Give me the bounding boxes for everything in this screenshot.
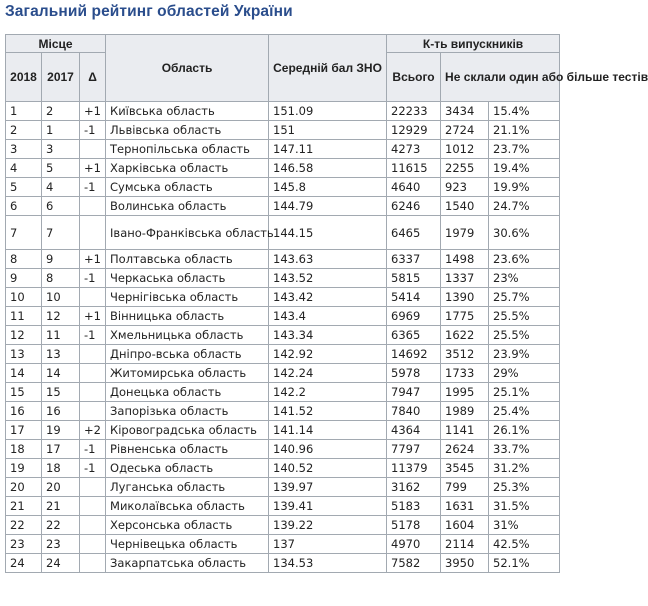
cell-region: Сумська область xyxy=(106,178,269,197)
cell-average-score: 140.96 xyxy=(269,440,387,459)
cell-total-graduates: 22233 xyxy=(387,102,441,121)
table-row xyxy=(6,554,560,573)
cell-total-graduates: 11615 xyxy=(387,159,441,178)
cell-failed-count: 1775 xyxy=(441,307,489,326)
cell-failed-count: 1337 xyxy=(441,269,489,288)
cell-rank-2018: 15 xyxy=(6,383,42,402)
table-row xyxy=(6,497,560,516)
cell-failed-count: 1498 xyxy=(441,250,489,269)
cell-rank-2017: 22 xyxy=(42,516,80,535)
cell-failed-percent: 25.5% xyxy=(489,326,560,345)
table-row xyxy=(6,102,560,121)
cell-failed-count: 2114 xyxy=(441,535,489,554)
cell-delta xyxy=(80,288,106,307)
cell-delta: +1 xyxy=(80,159,106,178)
cell-failed-percent: 31.2% xyxy=(489,459,560,478)
cell-rank-2017: 7 xyxy=(42,216,80,250)
cell-delta: +1 xyxy=(80,250,106,269)
header-place: Місце xyxy=(6,35,106,53)
cell-failed-count: 1604 xyxy=(441,516,489,535)
cell-total-graduates: 12929 xyxy=(387,121,441,140)
cell-rank-2017: 3 xyxy=(42,140,80,159)
table-row xyxy=(6,159,560,178)
cell-average-score: 141.52 xyxy=(269,402,387,421)
cell-region: Волинська область xyxy=(106,197,269,216)
cell-delta xyxy=(80,554,106,573)
cell-delta xyxy=(80,478,106,497)
cell-rank-2017: 12 xyxy=(42,307,80,326)
cell-rank-2018: 9 xyxy=(6,269,42,288)
cell-average-score: 144.15 xyxy=(269,216,387,250)
table-header xyxy=(6,35,648,102)
cell-average-score: 139.97 xyxy=(269,478,387,497)
cell-delta xyxy=(80,516,106,535)
cell-rank-2017: 17 xyxy=(42,440,80,459)
cell-failed-count: 3434 xyxy=(441,102,489,121)
table-row xyxy=(6,402,560,421)
cell-rank-2018: 23 xyxy=(6,535,42,554)
cell-delta: +1 xyxy=(80,102,106,121)
cell-average-score: 146.58 xyxy=(269,159,387,178)
cell-rank-2018: 13 xyxy=(6,345,42,364)
header-average-score: Середній бал ЗНО xyxy=(269,35,387,102)
cell-failed-percent: 52.1% xyxy=(489,554,560,573)
cell-average-score: 143.52 xyxy=(269,269,387,288)
cell-rank-2017: 1 xyxy=(42,121,80,140)
header-delta: Δ xyxy=(80,53,106,102)
cell-rank-2017: 4 xyxy=(42,178,80,197)
cell-failed-percent: 21.1% xyxy=(489,121,560,140)
cell-region: Миколаївська область xyxy=(106,497,269,516)
cell-delta: -1 xyxy=(80,326,106,345)
cell-average-score: 144.79 xyxy=(269,197,387,216)
cell-failed-percent: 31% xyxy=(489,516,560,535)
cell-delta xyxy=(80,364,106,383)
cell-delta: -1 xyxy=(80,269,106,288)
cell-failed-percent: 29% xyxy=(489,364,560,383)
table-row xyxy=(6,307,560,326)
cell-rank-2018: 17 xyxy=(6,421,42,440)
cell-failed-count: 3950 xyxy=(441,554,489,573)
cell-failed-percent: 25.4% xyxy=(489,402,560,421)
cell-delta xyxy=(80,197,106,216)
cell-rank-2017: 9 xyxy=(42,250,80,269)
cell-failed-count: 1390 xyxy=(441,288,489,307)
table-row xyxy=(6,364,560,383)
cell-failed-percent: 23.6% xyxy=(489,250,560,269)
cell-region: Луганська область xyxy=(106,478,269,497)
cell-failed-count: 1733 xyxy=(441,364,489,383)
header-year-2018: 2018 xyxy=(6,53,42,102)
cell-failed-count: 1989 xyxy=(441,402,489,421)
table-row xyxy=(6,197,560,216)
cell-rank-2018: 6 xyxy=(6,197,42,216)
cell-rank-2018: 4 xyxy=(6,159,42,178)
cell-total-graduates: 7840 xyxy=(387,402,441,421)
cell-average-score: 143.63 xyxy=(269,250,387,269)
cell-rank-2018: 19 xyxy=(6,459,42,478)
cell-rank-2017: 19 xyxy=(42,421,80,440)
cell-total-graduates: 7947 xyxy=(387,383,441,402)
cell-average-score: 134.53 xyxy=(269,554,387,573)
cell-region: Дніпро-вська область xyxy=(106,345,269,364)
cell-average-score: 141.14 xyxy=(269,421,387,440)
header-year-2017: 2017 xyxy=(42,53,80,102)
header-graduates: К-ть випускників xyxy=(387,35,560,53)
cell-rank-2018: 14 xyxy=(6,364,42,383)
cell-average-score: 143.42 xyxy=(269,288,387,307)
cell-total-graduates: 5815 xyxy=(387,269,441,288)
table-row xyxy=(6,345,560,364)
rating-table xyxy=(5,34,648,573)
table-row xyxy=(6,178,560,197)
cell-average-score: 139.41 xyxy=(269,497,387,516)
cell-region: Кіровоградська область xyxy=(106,421,269,440)
cell-average-score: 142.2 xyxy=(269,383,387,402)
cell-rank-2018: 18 xyxy=(6,440,42,459)
cell-average-score: 140.52 xyxy=(269,459,387,478)
cell-delta: +1 xyxy=(80,307,106,326)
cell-failed-percent: 19.4% xyxy=(489,159,560,178)
cell-total-graduates: 6337 xyxy=(387,250,441,269)
cell-rank-2018: 5 xyxy=(6,178,42,197)
cell-delta xyxy=(80,345,106,364)
table-row xyxy=(6,140,560,159)
cell-failed-count: 3512 xyxy=(441,345,489,364)
cell-average-score: 151 xyxy=(269,121,387,140)
table-row xyxy=(6,478,560,497)
cell-total-graduates: 4273 xyxy=(387,140,441,159)
table-body xyxy=(6,102,560,573)
cell-failed-count: 923 xyxy=(441,178,489,197)
header-region: Область xyxy=(106,35,269,102)
cell-delta: -1 xyxy=(80,440,106,459)
cell-delta: -1 xyxy=(80,121,106,140)
cell-total-graduates: 5414 xyxy=(387,288,441,307)
cell-rank-2017: 21 xyxy=(42,497,80,516)
cell-delta: -1 xyxy=(80,459,106,478)
cell-delta xyxy=(80,497,106,516)
cell-failed-percent: 25.1% xyxy=(489,383,560,402)
table-row xyxy=(6,121,560,140)
cell-delta xyxy=(80,402,106,421)
cell-rank-2018: 12 xyxy=(6,326,42,345)
cell-failed-percent: 19.9% xyxy=(489,178,560,197)
cell-rank-2018: 7 xyxy=(6,216,42,250)
cell-region: Івано-Франківська область xyxy=(106,216,269,250)
cell-total-graduates: 7797 xyxy=(387,440,441,459)
cell-region: Вінницька область xyxy=(106,307,269,326)
cell-average-score: 143.4 xyxy=(269,307,387,326)
table-row xyxy=(6,250,560,269)
cell-failed-percent: 25.7% xyxy=(489,288,560,307)
cell-rank-2018: 21 xyxy=(6,497,42,516)
cell-delta xyxy=(80,383,106,402)
cell-failed-count: 1141 xyxy=(441,421,489,440)
table-row xyxy=(6,326,560,345)
cell-failed-percent: 30.6% xyxy=(489,216,560,250)
header-total: Всього xyxy=(387,53,441,102)
cell-failed-count: 1631 xyxy=(441,497,489,516)
cell-total-graduates: 5978 xyxy=(387,364,441,383)
cell-rank-2017: 5 xyxy=(42,159,80,178)
cell-region: Чернігівська область xyxy=(106,288,269,307)
cell-rank-2017: 8 xyxy=(42,269,80,288)
cell-rank-2017: 6 xyxy=(42,197,80,216)
cell-total-graduates: 6365 xyxy=(387,326,441,345)
cell-region: Хмельницька область xyxy=(106,326,269,345)
cell-failed-percent: 25.3% xyxy=(489,478,560,497)
table-row xyxy=(6,535,560,554)
cell-total-graduates: 5183 xyxy=(387,497,441,516)
cell-failed-percent: 23% xyxy=(489,269,560,288)
cell-total-graduates: 3162 xyxy=(387,478,441,497)
cell-region: Львівська область xyxy=(106,121,269,140)
cell-rank-2017: 10 xyxy=(42,288,80,307)
cell-failed-percent: 15.4% xyxy=(489,102,560,121)
cell-rank-2018: 16 xyxy=(6,402,42,421)
cell-rank-2017: 13 xyxy=(42,345,80,364)
cell-rank-2017: 11 xyxy=(42,326,80,345)
cell-region: Рівненська область xyxy=(106,440,269,459)
cell-total-graduates: 6465 xyxy=(387,216,441,250)
table-row xyxy=(6,216,560,250)
table-row xyxy=(6,459,560,478)
cell-failed-count: 1540 xyxy=(441,197,489,216)
cell-rank-2017: 14 xyxy=(42,364,80,383)
cell-failed-count: 1622 xyxy=(441,326,489,345)
cell-total-graduates: 11379 xyxy=(387,459,441,478)
header-failed: Не склали один або більше тестів xyxy=(441,53,560,102)
cell-total-graduates: 4640 xyxy=(387,178,441,197)
table-row xyxy=(6,383,560,402)
cell-average-score: 143.34 xyxy=(269,326,387,345)
cell-rank-2018: 1 xyxy=(6,102,42,121)
cell-delta: -1 xyxy=(80,178,106,197)
table-row xyxy=(6,440,560,459)
cell-total-graduates: 6969 xyxy=(387,307,441,326)
cell-region: Закарпатська область xyxy=(106,554,269,573)
cell-rank-2017: 18 xyxy=(42,459,80,478)
cell-region: Житомирська область xyxy=(106,364,269,383)
cell-failed-percent: 25.5% xyxy=(489,307,560,326)
cell-rank-2018: 11 xyxy=(6,307,42,326)
cell-average-score: 145.8 xyxy=(269,178,387,197)
cell-delta xyxy=(80,216,106,250)
cell-total-graduates: 14692 xyxy=(387,345,441,364)
cell-delta xyxy=(80,140,106,159)
table-row xyxy=(6,421,560,440)
cell-failed-count: 2255 xyxy=(441,159,489,178)
cell-region: Херсонська область xyxy=(106,516,269,535)
table-row xyxy=(6,516,560,535)
cell-average-score: 139.22 xyxy=(269,516,387,535)
cell-delta: +2 xyxy=(80,421,106,440)
cell-region: Одеська область xyxy=(106,459,269,478)
table-row xyxy=(6,288,560,307)
cell-rank-2018: 3 xyxy=(6,140,42,159)
table-row xyxy=(6,269,560,288)
cell-region: Запорізька область xyxy=(106,402,269,421)
cell-failed-percent: 24.7% xyxy=(489,197,560,216)
cell-rank-2018: 20 xyxy=(6,478,42,497)
cell-failed-percent: 33.7% xyxy=(489,440,560,459)
cell-total-graduates: 7582 xyxy=(387,554,441,573)
cell-rank-2017: 15 xyxy=(42,383,80,402)
cell-total-graduates: 6246 xyxy=(387,197,441,216)
cell-total-graduates: 5178 xyxy=(387,516,441,535)
cell-failed-count: 1012 xyxy=(441,140,489,159)
cell-rank-2017: 2 xyxy=(42,102,80,121)
cell-rank-2018: 24 xyxy=(6,554,42,573)
cell-average-score: 142.24 xyxy=(269,364,387,383)
cell-failed-percent: 31.5% xyxy=(489,497,560,516)
cell-rank-2018: 2 xyxy=(6,121,42,140)
cell-failed-percent: 26.1% xyxy=(489,421,560,440)
cell-region: Чернівецька область xyxy=(106,535,269,554)
cell-region: Тернопільська область xyxy=(106,140,269,159)
cell-failed-count: 1995 xyxy=(441,383,489,402)
cell-failed-count: 3545 xyxy=(441,459,489,478)
cell-region: Донецька область xyxy=(106,383,269,402)
cell-delta xyxy=(80,535,106,554)
cell-average-score: 137 xyxy=(269,535,387,554)
cell-failed-count: 1979 xyxy=(441,216,489,250)
cell-rank-2017: 16 xyxy=(42,402,80,421)
cell-total-graduates: 4364 xyxy=(387,421,441,440)
cell-average-score: 142.92 xyxy=(269,345,387,364)
cell-failed-count: 799 xyxy=(441,478,489,497)
cell-failed-percent: 23.9% xyxy=(489,345,560,364)
cell-region: Київська область xyxy=(106,102,269,121)
cell-failed-count: 2624 xyxy=(441,440,489,459)
cell-region: Полтавська область xyxy=(106,250,269,269)
cell-rank-2018: 10 xyxy=(6,288,42,307)
cell-rank-2017: 24 xyxy=(42,554,80,573)
cell-region: Черкаська область xyxy=(106,269,269,288)
cell-region: Харківська область xyxy=(106,159,269,178)
cell-average-score: 147.11 xyxy=(269,140,387,159)
cell-failed-percent: 23.7% xyxy=(489,140,560,159)
cell-rank-2017: 20 xyxy=(42,478,80,497)
page-title: Загальний рейтинг областей України xyxy=(5,3,293,20)
cell-rank-2018: 22 xyxy=(6,516,42,535)
cell-total-graduates: 4970 xyxy=(387,535,441,554)
cell-failed-count: 2724 xyxy=(441,121,489,140)
cell-rank-2017: 23 xyxy=(42,535,80,554)
cell-failed-percent: 42.5% xyxy=(489,535,560,554)
cell-rank-2018: 8 xyxy=(6,250,42,269)
cell-average-score: 151.09 xyxy=(269,102,387,121)
